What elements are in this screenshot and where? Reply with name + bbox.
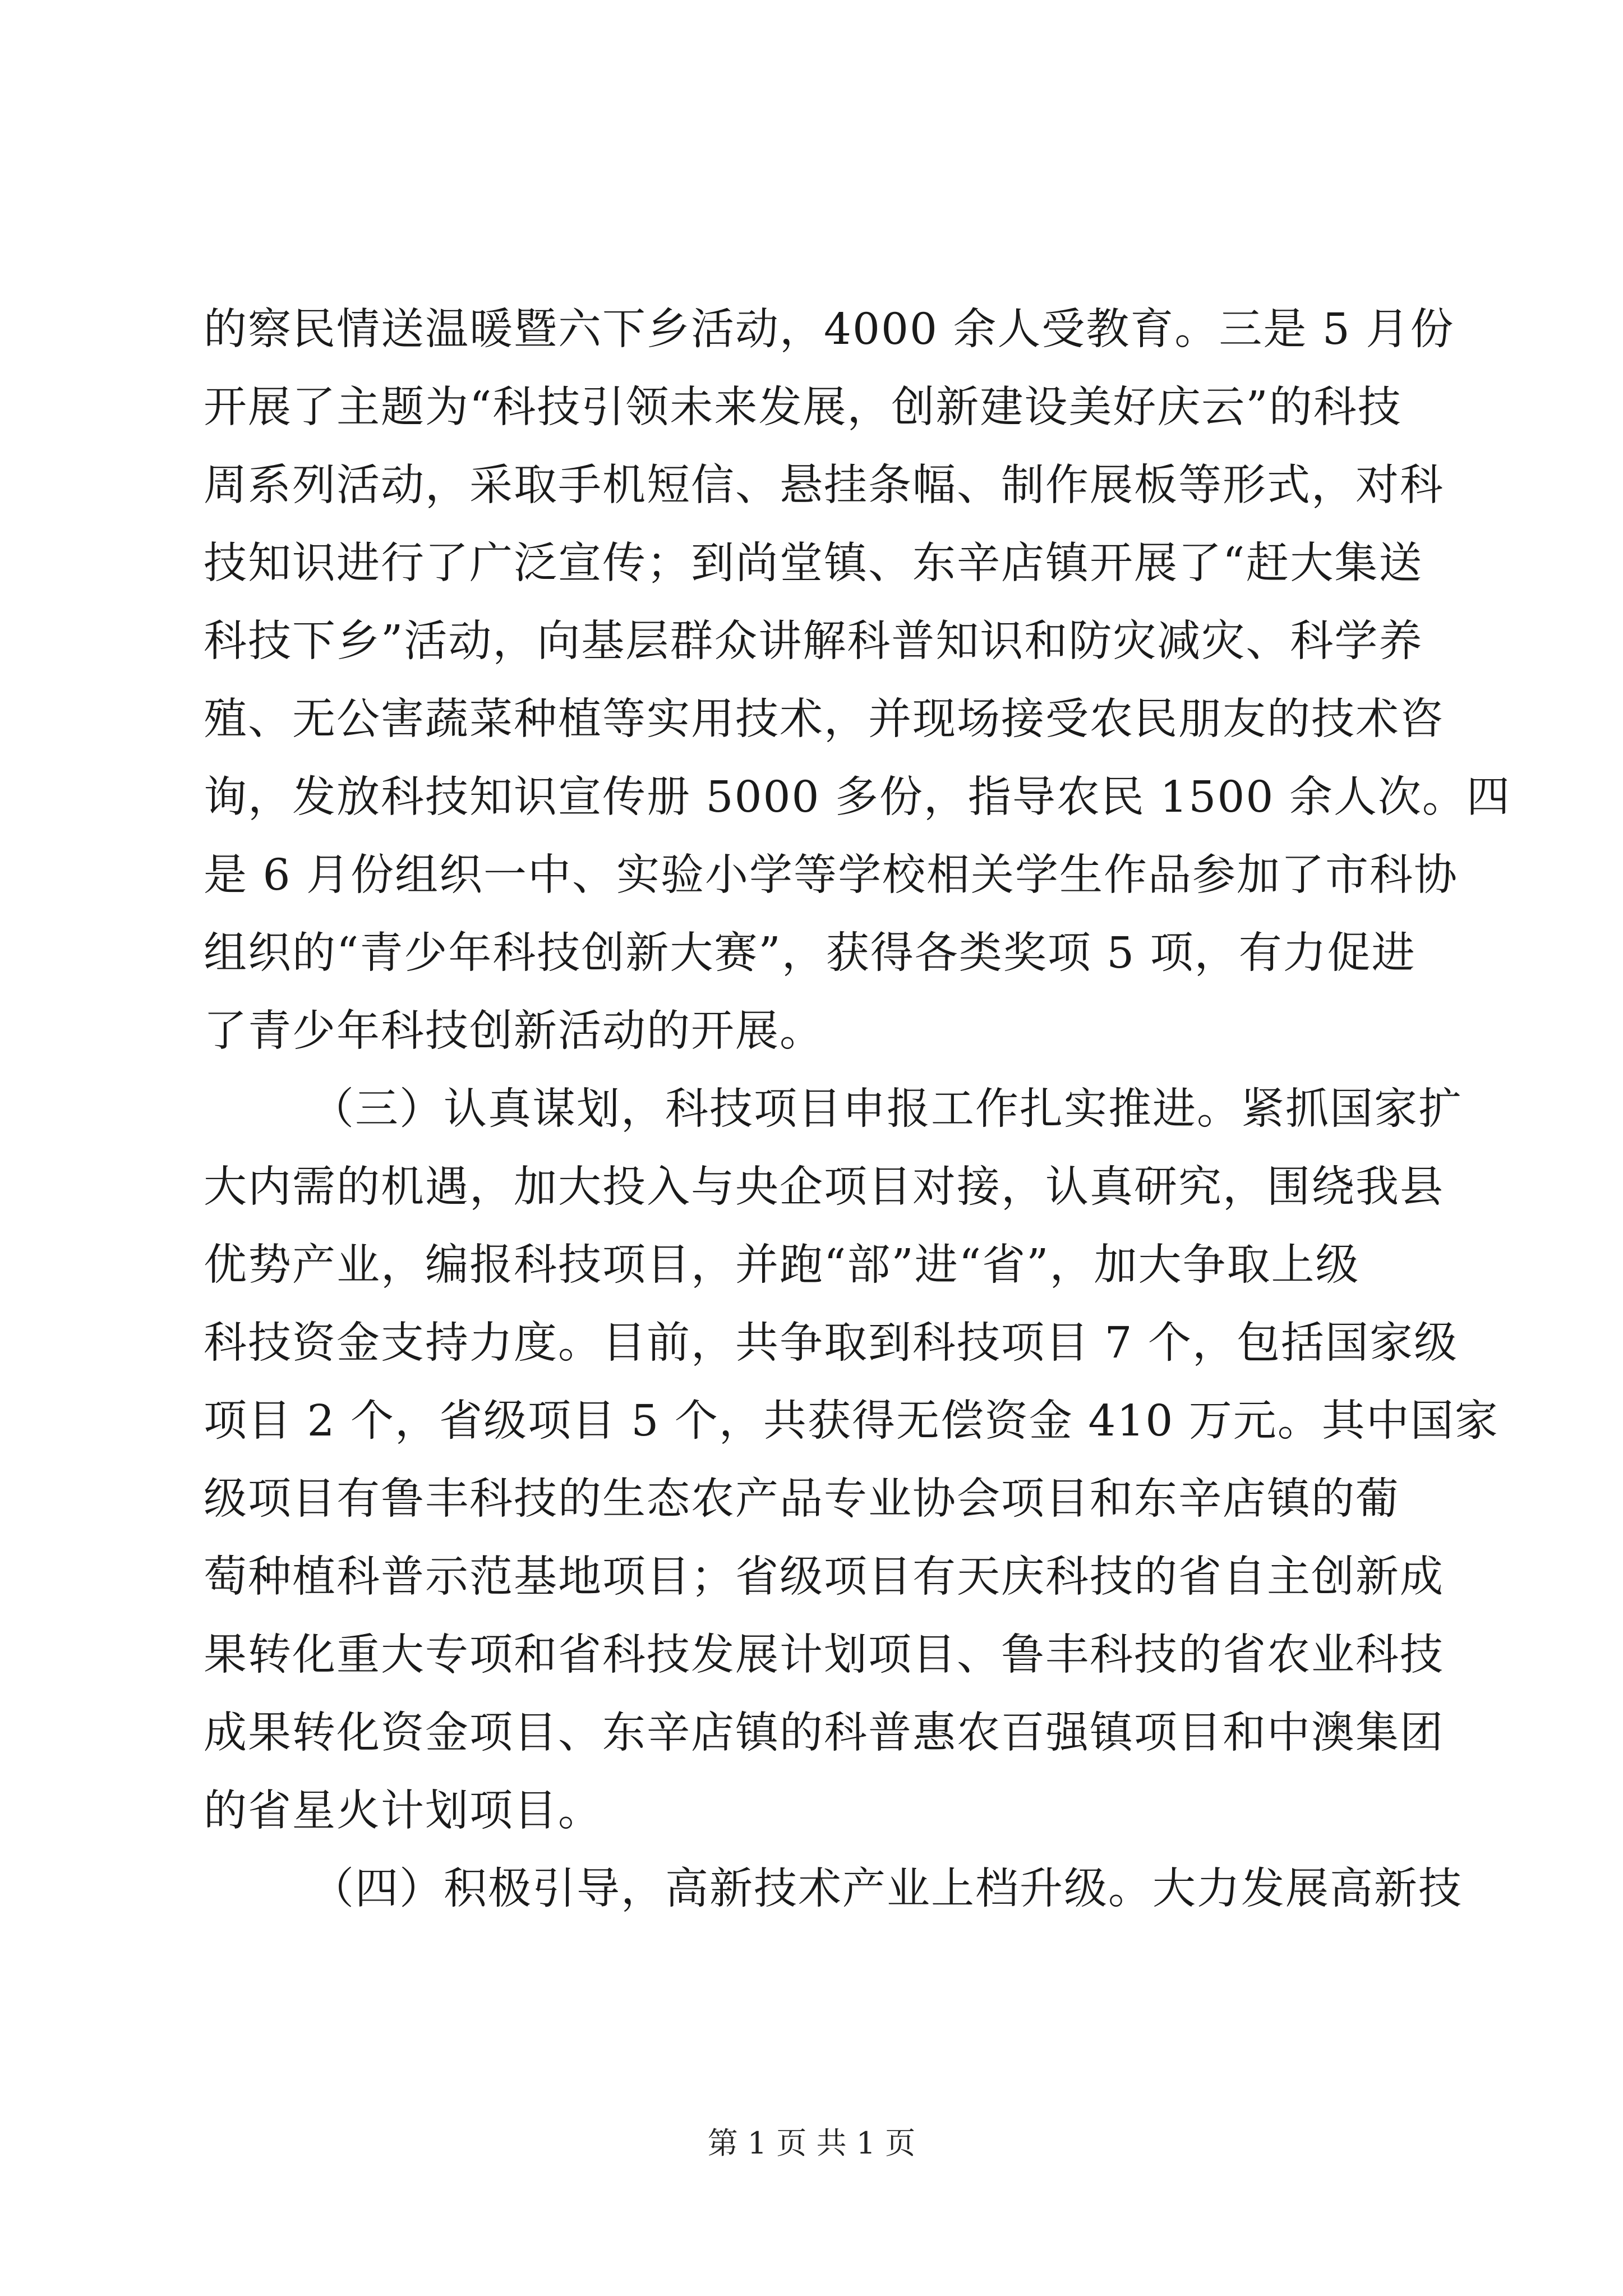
paragraph-line: 周系列活动，采取手机短信、悬挂条幅、制作展板等形式，对科 [204, 461, 1444, 510]
paragraph-line: 殖、无公害蔬菜种植等实用技术，并现场接受农民朋友的技术咨 [204, 694, 1444, 744]
paragraph-line: 询，发放科技知识宣传册 5000 多份，指导农民 1500 余人次。四 [204, 772, 1511, 822]
paragraph-line: 的察民情送温暖暨六下乡活动，4000 余人受教育。三是 5 月份 [204, 305, 1455, 355]
paragraph-line: 级项目有鲁丰科技的生态农产品专业协会项目和东辛店镇的葡 [204, 1474, 1400, 1524]
paragraph-line: 了青少年科技创新活动的开展。 [204, 1006, 824, 1056]
paragraph-line: 组织的“青少年科技创新大赛”，获得各类奖项 5 项，有力促进 [204, 928, 1416, 978]
paragraph-line: 科技下乡”活动，向基层群众讲解科普知识和防灾减灾、科学养 [204, 616, 1423, 666]
paragraph-line: 项目 2 个，省级项目 5 个，共获得无偿资金 410 万元。其中国家 [204, 1396, 1499, 1446]
paragraph-line: 萄种植科普示范基地项目；省级项目有天庆科技的省自主创新成 [204, 1552, 1444, 1602]
paragraph-line: 优势产业，编报科技项目，并跑“部”进“省”，加大争取上级 [204, 1240, 1360, 1290]
paragraph-line: 技知识进行了广泛宣传；到尚堂镇、东辛店镇开展了“赶大集送 [204, 539, 1423, 588]
paragraph-line: 大内需的机遇，加大投入与央企项目对接，认真研究，围绕我县 [204, 1162, 1444, 1212]
section-heading-line: （三）认真谋划，科技项目申报工作扎实推进。紧抓国家扩 [311, 1084, 1463, 1134]
paragraph-line: 是 6 月份组织一中、实验小学等学校相关学生作品参加了市科协 [204, 850, 1458, 900]
paragraph-line: 成果转化资金项目、东辛店镇的科普惠农百强镇项目和中澳集团 [204, 1708, 1444, 1758]
paragraph-line: 的省星火计划项目。 [204, 1786, 602, 1836]
paragraph-line: 果转化重大专项和省科技发展计划项目、鲁丰科技的省农业科技 [204, 1630, 1444, 1680]
section-heading-line: （四）积极引导，高新技术产业上档升级。大力发展高新技 [311, 1864, 1463, 1914]
paragraph-line: 开展了主题为“科技引领未来发展，创新建设美好庆云”的科技 [204, 383, 1402, 432]
page-footer: 第 1 页 共 1 页 [707, 2125, 916, 2161]
paragraph-line: 科技资金支持力度。目前，共争取到科技项目 7 个，包括国家级 [204, 1318, 1458, 1368]
